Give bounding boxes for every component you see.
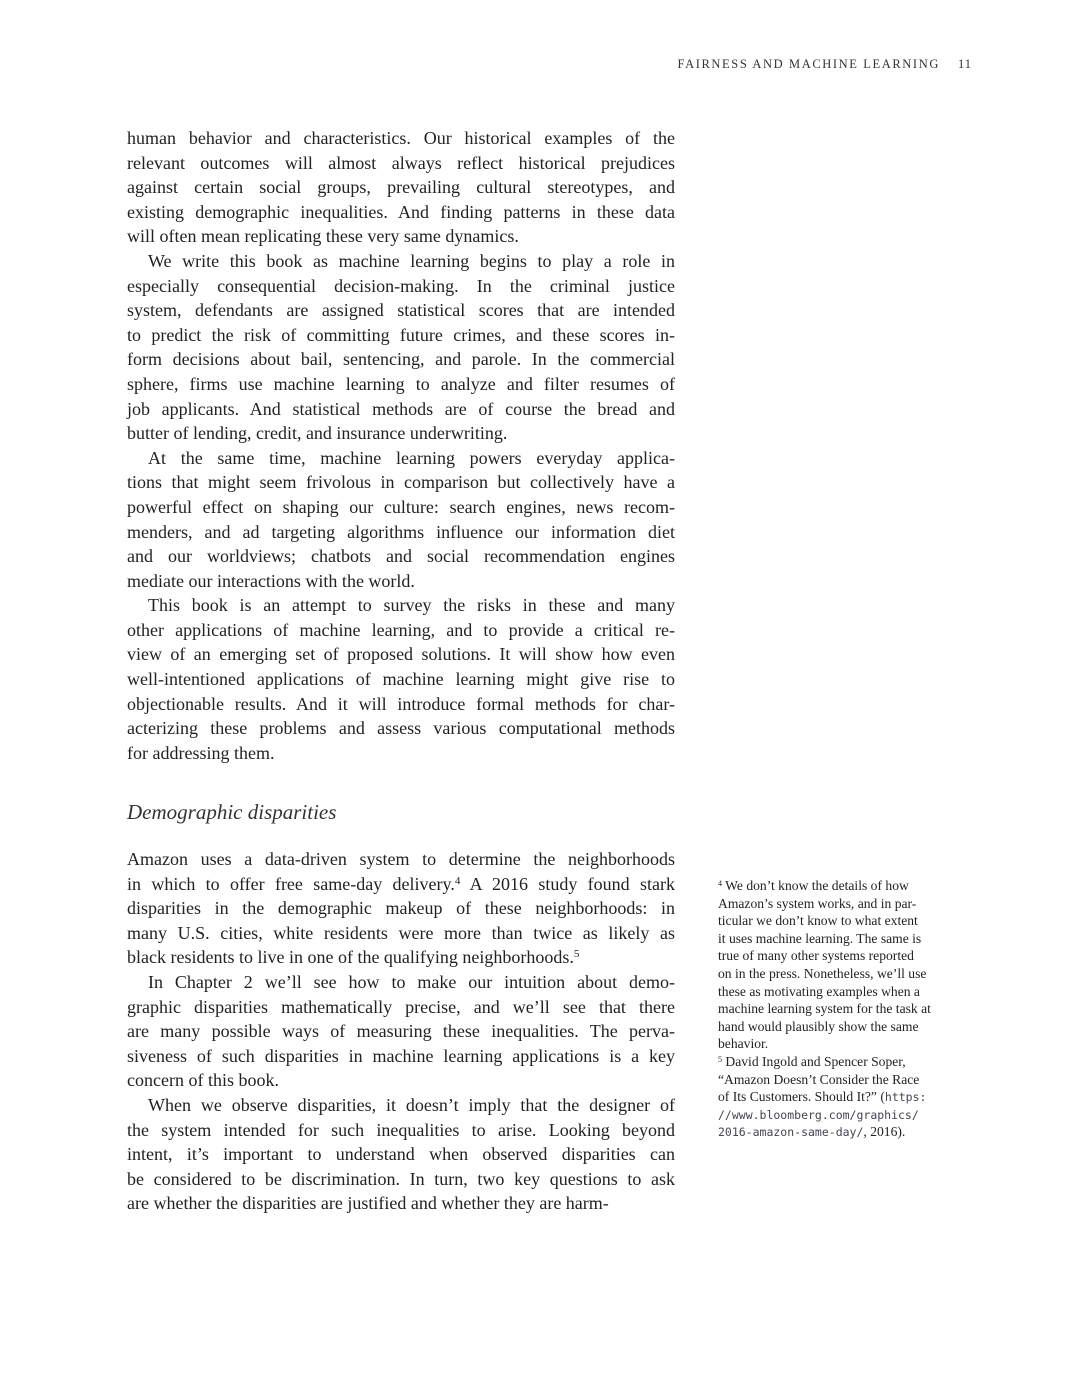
- line-text: and our worldviews; chatbots and social recommendation engines: [127, 546, 675, 567]
- sidenote-line: [718, 965, 968, 983]
- running-title: FAIRNESS AND MACHINE LEARNING: [677, 57, 940, 71]
- text-line: [127, 298, 675, 323]
- citation-url[interactable]: 2016-amazon-same-day/: [718, 1125, 864, 1140]
- line-text: against certain social groups, prevailing cultural stereotypes, and: [127, 177, 675, 198]
- sidenote-4: [718, 877, 968, 1053]
- sidenote-text: these as motivating examples when a: [718, 983, 920, 999]
- intro-text: [127, 126, 675, 765]
- paragraph: [127, 249, 675, 446]
- sidenote-line: , 2016).: [863, 1124, 906, 1140]
- sidenote-line: David Ingold and Spencer Soper,: [725, 1053, 906, 1069]
- text-line: [127, 847, 675, 872]
- line-text: graphic disparities mathematically precise, and we’ll see that there: [127, 996, 675, 1017]
- line-text: in which to offer free same-day delivery.: [127, 873, 455, 894]
- sidenote-5: [718, 1053, 968, 1141]
- sidenote-text: behavior.: [718, 1036, 769, 1052]
- text-line: [127, 323, 675, 348]
- sidenote-line: “Amazon Doesn’t Consider the Race: [718, 1071, 920, 1087]
- text-line: [127, 716, 675, 741]
- text-line: [127, 872, 675, 897]
- sidenote-line: [718, 895, 968, 913]
- footnote-ref-4: 4: [454, 874, 461, 887]
- line-text: powerful effect on shaping our culture: search engines, news recom-: [127, 496, 675, 517]
- text-line: [127, 970, 675, 995]
- line-text: many U.S. cities, white residents were more than twice as likely as: [127, 922, 675, 943]
- text-line: [127, 544, 675, 569]
- line-text: black residents to live in one of the qualifying neighborhoods.: [127, 947, 574, 968]
- line-text: are many possible ways of measuring these inequalities. The perva-: [127, 1021, 675, 1042]
- page-number: 11: [957, 57, 972, 71]
- sidenote-line: of Its Customers. Should It?” (: [718, 1089, 885, 1105]
- text-line: [127, 945, 675, 970]
- sidenote-line: [718, 877, 968, 895]
- sidenote-text: ticular we don’t know to what extent: [718, 913, 918, 929]
- text-line: [127, 249, 675, 274]
- text-line: [127, 1118, 675, 1143]
- line-text: especially consequential decision-making. In the criminal justice: [127, 275, 675, 296]
- section-heading: Demographic disparities: [127, 800, 337, 824]
- line-text: other applications of machine learning, and to provide a critical re-: [127, 619, 675, 640]
- footnote-mark: 4: [718, 879, 722, 888]
- text-line: [127, 421, 675, 446]
- text-line: [127, 151, 675, 176]
- sidenote-line: [718, 983, 968, 1001]
- sidenote-line: [718, 930, 968, 948]
- line-text: well-intentioned applications of machine learning might give rise to: [127, 669, 675, 690]
- text-line: [127, 642, 675, 667]
- line-text: view of an emerging set of proposed solutions. It will show how even: [127, 644, 675, 665]
- sidenote-text: on in the press. Nonetheless, we’ll use: [718, 965, 927, 981]
- line-text: relevant outcomes will almost always reflect historical prejudices: [127, 152, 675, 173]
- line-text: job applicants. And statistical methods are of course the bread and: [127, 398, 675, 419]
- line-text: to predict the risk of committing future crimes, and these scores in-: [127, 324, 675, 345]
- text-line: [127, 224, 675, 249]
- line-text: for addressing them.: [127, 742, 275, 763]
- line-text: concern of this book.: [127, 1070, 279, 1091]
- line-text: When we observe disparities, it doesn’t imply that the designer of: [148, 1094, 675, 1115]
- sidenote-line: [718, 1018, 968, 1036]
- text-line: [127, 1142, 675, 1167]
- text-line: [127, 1044, 675, 1069]
- text-line: [127, 175, 675, 200]
- sidenote-line: [718, 947, 968, 965]
- sidenote-line: [718, 1000, 968, 1018]
- section-text: [127, 847, 675, 1216]
- text-line: [127, 470, 675, 495]
- line-text: sphere, firms use machine learning to analyze and filter resumes of: [127, 373, 675, 394]
- line-text: system, defendants are assigned statistical scores that are intended: [127, 300, 675, 321]
- footnote-mark: 5: [718, 1054, 722, 1064]
- text-line: [127, 995, 675, 1020]
- paragraph: [127, 446, 675, 594]
- line-text: At the same time, machine learning powers everyday applica-: [148, 447, 675, 468]
- line-text: This book is an attempt to survey the risks in these and many: [148, 595, 675, 616]
- paragraph: [127, 847, 675, 970]
- text-line: [127, 397, 675, 422]
- text-line: [127, 372, 675, 397]
- line-text: menders, and ad targeting algorithms influence our information diet: [127, 521, 675, 542]
- paragraph: [127, 126, 675, 249]
- text-line: [127, 921, 675, 946]
- footnote-ref-5: 5: [573, 948, 580, 961]
- line-text: objectionable results. And it will introduce formal methods for char-: [127, 693, 675, 714]
- sidenote-text: true of many other systems reported: [718, 948, 914, 964]
- text-line: [127, 618, 675, 643]
- text-line: [127, 1093, 675, 1118]
- text-line: [127, 1019, 675, 1044]
- text-line: [127, 896, 675, 921]
- running-header: [677, 57, 972, 72]
- sidenote-text: it uses machine learning. The same is: [718, 930, 922, 946]
- citation-url[interactable]: //www.bloomberg.com/graphics/: [718, 1107, 919, 1122]
- line-text: In Chapter 2 we’ll see how to make our intuition about demo-: [148, 971, 675, 992]
- line-text: tions that might seem frivolous in comparison but collectively have a: [127, 472, 675, 493]
- line-text: form decisions about bail, sentencing, and parole. In the commercial: [127, 349, 675, 370]
- line-text: siveness of such disparities in machine learning applications is a key: [127, 1045, 675, 1066]
- text-line: [127, 1167, 675, 1192]
- text-line: [127, 126, 675, 151]
- line-text: mediate our interactions with the world.: [127, 570, 415, 591]
- text-line: [127, 446, 675, 471]
- sidenote-line: [718, 912, 968, 930]
- line-text: are whether the disparities are justified and whether they are harm-: [127, 1193, 609, 1214]
- text-line: [127, 741, 675, 766]
- sidenotes: [718, 877, 968, 1141]
- line-text: existing demographic inequalities. And finding patterns in these data: [127, 201, 675, 222]
- paragraph: [127, 593, 675, 765]
- line-text: A 2016 study found stark: [460, 873, 675, 894]
- text-line: [127, 692, 675, 717]
- line-text: acterizing these problems and assess various computational methods: [127, 718, 675, 739]
- text-line: [127, 274, 675, 299]
- text-line: [127, 1191, 675, 1216]
- line-text: will often mean replicating these very same dynamics.: [127, 226, 519, 247]
- text-line: [127, 520, 675, 545]
- text-line: [127, 347, 675, 372]
- line-text: human behavior and characteristics. Our historical examples of the: [127, 128, 675, 148]
- text-line: [127, 495, 675, 520]
- sidenote-text: We don’t know the details of how: [725, 878, 909, 893]
- paragraph: [127, 1093, 675, 1216]
- sidenote-text: Amazon’s system works, and in par-: [718, 895, 917, 911]
- line-text: the system intended for such inequalities to arise. Looking beyond: [127, 1119, 675, 1140]
- line-text: Amazon uses a data-driven system to determine the neighborhoods: [127, 849, 675, 869]
- sidenote-text: hand would plausibly show the same: [718, 1018, 919, 1034]
- text-line: [127, 667, 675, 692]
- line-text: intent, it’s important to understand when observed disparities can: [127, 1144, 675, 1165]
- sidenote-line: [718, 1035, 968, 1053]
- citation-url[interactable]: https:: [884, 1090, 927, 1105]
- line-text: be considered to be discrimination. In turn, two key questions to ask: [127, 1168, 675, 1189]
- line-text: butter of lending, credit, and insurance underwriting.: [127, 423, 508, 444]
- text-line: [127, 200, 675, 225]
- text-line: [127, 1068, 675, 1093]
- line-text: We write this book as machine learning begins to play a role in: [148, 250, 675, 271]
- text-line: [127, 593, 675, 618]
- text-line: [127, 569, 675, 594]
- sidenote-text: machine learning system for the task at: [718, 1001, 931, 1017]
- line-text: disparities in the demographic makeup of these neighborhoods: in: [127, 898, 675, 919]
- paragraph: [127, 970, 675, 1093]
